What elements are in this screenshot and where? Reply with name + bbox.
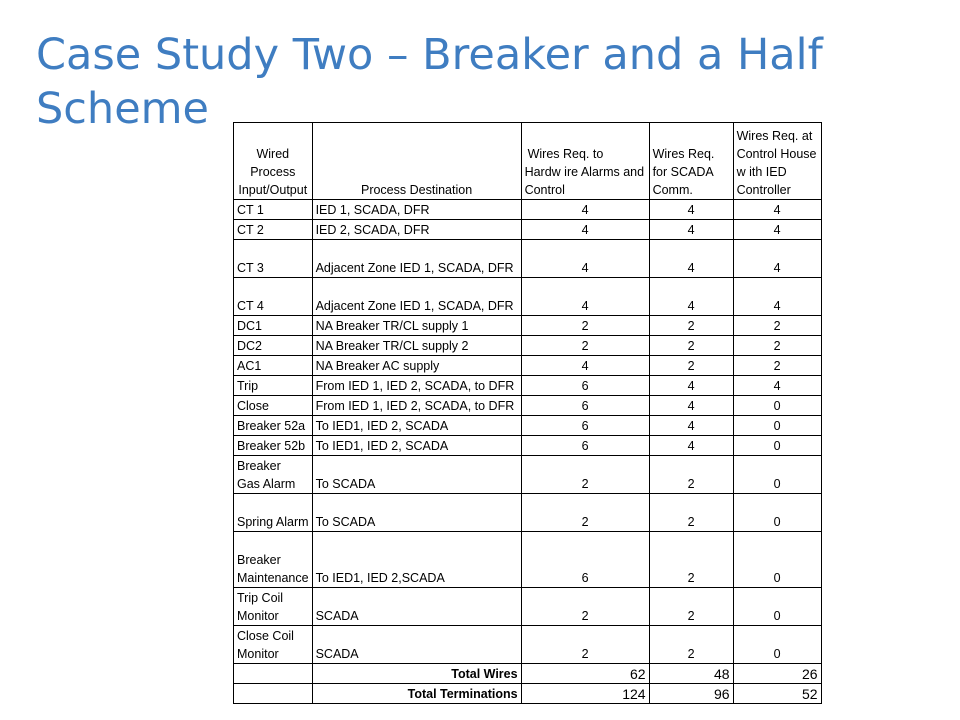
cell-hardwire: 6 <box>521 532 649 588</box>
slide-title <box>36 28 936 136</box>
cell-line: CT 1 <box>237 203 264 217</box>
cell-line: Maintenance <box>237 571 309 585</box>
header-ied-controller <box>733 123 821 200</box>
header-line: Hardw ire Alarms and <box>524 165 645 179</box>
cell-line: Spring Alarm <box>237 515 309 529</box>
cell-destination: From IED 1, IED 2, SCADA, to DFR <box>312 376 521 396</box>
cell-scada: 4 <box>649 240 733 278</box>
cell-destination: Adjacent Zone IED 1, SCADA, DFR <box>312 278 521 316</box>
cell-ied: 2 <box>733 336 821 356</box>
table-row <box>234 416 822 436</box>
totals-label: Total Terminations <box>312 684 521 704</box>
cell-process-io <box>234 376 313 396</box>
totals-blank-cell <box>234 664 313 684</box>
cell-hardwire: 2 <box>521 316 649 336</box>
header-line: Comm. <box>652 183 693 197</box>
header-hardwire <box>521 123 649 200</box>
cell-destination: NA Breaker AC supply <box>312 356 521 376</box>
cell-line: CT 2 <box>237 223 264 237</box>
cell-hardwire: 4 <box>521 200 649 220</box>
cell-ied: 0 <box>733 456 821 494</box>
table-row <box>234 396 822 416</box>
cell-process-io <box>234 416 313 436</box>
cell-hardwire: 6 <box>521 396 649 416</box>
cell-line: DC1 <box>237 319 263 333</box>
table-row <box>234 626 822 664</box>
cell-ied: 2 <box>733 316 821 336</box>
cell-hardwire: 2 <box>521 626 649 664</box>
cell-line: Monitor <box>237 647 279 661</box>
cell-scada: 2 <box>649 336 733 356</box>
cell-scada: 2 <box>649 456 733 494</box>
cell-scada: 2 <box>649 356 733 376</box>
cell-ied: 0 <box>733 416 821 436</box>
cell-hardwire: 6 <box>521 416 649 436</box>
cell-hardwire: 4 <box>521 278 649 316</box>
cell-line: Gas Alarm <box>237 477 296 491</box>
cell-ied: 4 <box>733 240 821 278</box>
cell-destination: To IED1, IED 2, SCADA <box>312 436 521 456</box>
cell-process-io <box>234 396 313 416</box>
cell-scada: 4 <box>649 436 733 456</box>
table-row <box>234 336 822 356</box>
totals-ied: 26 <box>733 664 821 684</box>
cell-ied: 0 <box>733 626 821 664</box>
cell-scada: 4 <box>649 278 733 316</box>
header-process-destination <box>312 123 521 200</box>
cell-line: CT 4 <box>237 299 264 313</box>
cell-scada: 2 <box>649 494 733 532</box>
cell-destination: NA Breaker TR/CL supply 2 <box>312 336 521 356</box>
cell-hardwire: 2 <box>521 456 649 494</box>
cell-scada: 2 <box>649 626 733 664</box>
cell-process-io <box>234 336 313 356</box>
totals-row <box>234 684 822 704</box>
header-row <box>234 123 822 200</box>
table-row <box>234 316 822 336</box>
cell-destination: To IED1, IED 2,SCADA <box>312 532 521 588</box>
totals-hardwire: 124 <box>521 684 649 704</box>
header-line: w ith IED <box>736 165 787 179</box>
totals-hardwire: 62 <box>521 664 649 684</box>
cell-ied: 0 <box>733 494 821 532</box>
cell-ied: 4 <box>733 278 821 316</box>
cell-line: Breaker 52a <box>237 419 306 433</box>
cell-hardwire: 2 <box>521 336 649 356</box>
cell-ied: 0 <box>733 396 821 416</box>
cell-ied: 0 <box>733 588 821 626</box>
cell-scada: 4 <box>649 376 733 396</box>
header-line: Input/Output <box>238 183 308 197</box>
cell-hardwire: 2 <box>521 588 649 626</box>
cell-process-io <box>234 200 313 220</box>
cell-line: Breaker <box>237 459 281 473</box>
cell-destination: IED 2, SCADA, DFR <box>312 220 521 240</box>
cell-line: CT 3 <box>237 261 264 275</box>
cell-scada: 2 <box>649 588 733 626</box>
cell-process-io <box>234 456 313 494</box>
cell-scada: 4 <box>649 416 733 436</box>
cell-destination: SCADA <box>312 626 521 664</box>
totals-blank-cell <box>234 684 313 704</box>
header-line: Control <box>524 183 565 197</box>
header-wired-process <box>234 123 313 200</box>
cell-process-io <box>234 626 313 664</box>
cell-destination: To IED1, IED 2, SCADA <box>312 416 521 436</box>
cell-process-io <box>234 356 313 376</box>
cell-process-io <box>234 316 313 336</box>
cell-destination: To SCADA <box>312 494 521 532</box>
cell-hardwire: 4 <box>521 356 649 376</box>
cell-destination: IED 1, SCADA, DFR <box>312 200 521 220</box>
cell-ied: 4 <box>733 220 821 240</box>
header-line: Wires Req. at <box>736 129 813 143</box>
cell-scada: 4 <box>649 396 733 416</box>
cell-hardwire: 6 <box>521 436 649 456</box>
cell-line: Trip <box>237 379 259 393</box>
header-line: Process Destination <box>360 183 473 197</box>
cell-process-io <box>234 588 313 626</box>
header-line: Control House <box>736 147 817 161</box>
table-row <box>234 240 822 278</box>
cell-process-io <box>234 436 313 456</box>
header-line: Wires Req. to <box>527 147 604 161</box>
header-line: Controller <box>736 183 791 197</box>
table-row <box>234 494 822 532</box>
cell-ied: 4 <box>733 376 821 396</box>
table-row <box>234 278 822 316</box>
slide-title-line-2: Scheme <box>36 84 209 134</box>
slide-title-line-1: Case Study Two – Breaker and a Half <box>36 30 823 80</box>
table-row <box>234 200 822 220</box>
table-row <box>234 356 822 376</box>
cell-line: DC2 <box>237 339 263 353</box>
table-row <box>234 436 822 456</box>
cell-line: AC1 <box>237 359 262 373</box>
cell-line: Close Coil <box>237 629 294 643</box>
table-header <box>234 123 822 200</box>
totals-scada: 48 <box>649 664 733 684</box>
cell-line: Close <box>237 399 269 413</box>
table-body <box>234 200 822 664</box>
cell-process-io <box>234 532 313 588</box>
cell-process-io <box>234 278 313 316</box>
cell-ied: 4 <box>733 200 821 220</box>
header-line: Wires Req. <box>652 147 715 161</box>
header-line: for SCADA <box>652 165 714 179</box>
table-totals <box>234 664 822 704</box>
table-row <box>234 532 822 588</box>
cell-destination: To SCADA <box>312 456 521 494</box>
cell-line: Trip Coil <box>237 591 284 605</box>
cell-scada: 4 <box>649 220 733 240</box>
cell-hardwire: 2 <box>521 494 649 532</box>
table-row <box>234 220 822 240</box>
totals-row <box>234 664 822 684</box>
cell-process-io <box>234 220 313 240</box>
cell-ied: 0 <box>733 436 821 456</box>
cell-hardwire: 6 <box>521 376 649 396</box>
table-row <box>234 456 822 494</box>
cell-process-io <box>234 240 313 278</box>
cell-process-io <box>234 494 313 532</box>
header-line: Process <box>250 165 296 179</box>
cell-destination: SCADA <box>312 588 521 626</box>
cell-line: Monitor <box>237 609 279 623</box>
cell-hardwire: 4 <box>521 220 649 240</box>
cell-destination: From IED 1, IED 2, SCADA, to DFR <box>312 396 521 416</box>
wiring-table <box>233 122 822 704</box>
header-scada <box>649 123 733 200</box>
header-line: Wired <box>256 147 290 161</box>
totals-scada: 96 <box>649 684 733 704</box>
cell-scada: 4 <box>649 200 733 220</box>
cell-scada: 2 <box>649 316 733 336</box>
cell-line: Breaker <box>237 553 281 567</box>
totals-label: Total Wires <box>312 664 521 684</box>
cell-destination: Adjacent Zone IED 1, SCADA, DFR <box>312 240 521 278</box>
cell-ied: 0 <box>733 532 821 588</box>
totals-ied: 52 <box>733 684 821 704</box>
cell-ied: 2 <box>733 356 821 376</box>
cell-scada: 2 <box>649 532 733 588</box>
table-row <box>234 376 822 396</box>
table-row <box>234 588 822 626</box>
cell-hardwire: 4 <box>521 240 649 278</box>
cell-line: Breaker 52b <box>237 439 306 453</box>
cell-destination: NA Breaker TR/CL supply 1 <box>312 316 521 336</box>
